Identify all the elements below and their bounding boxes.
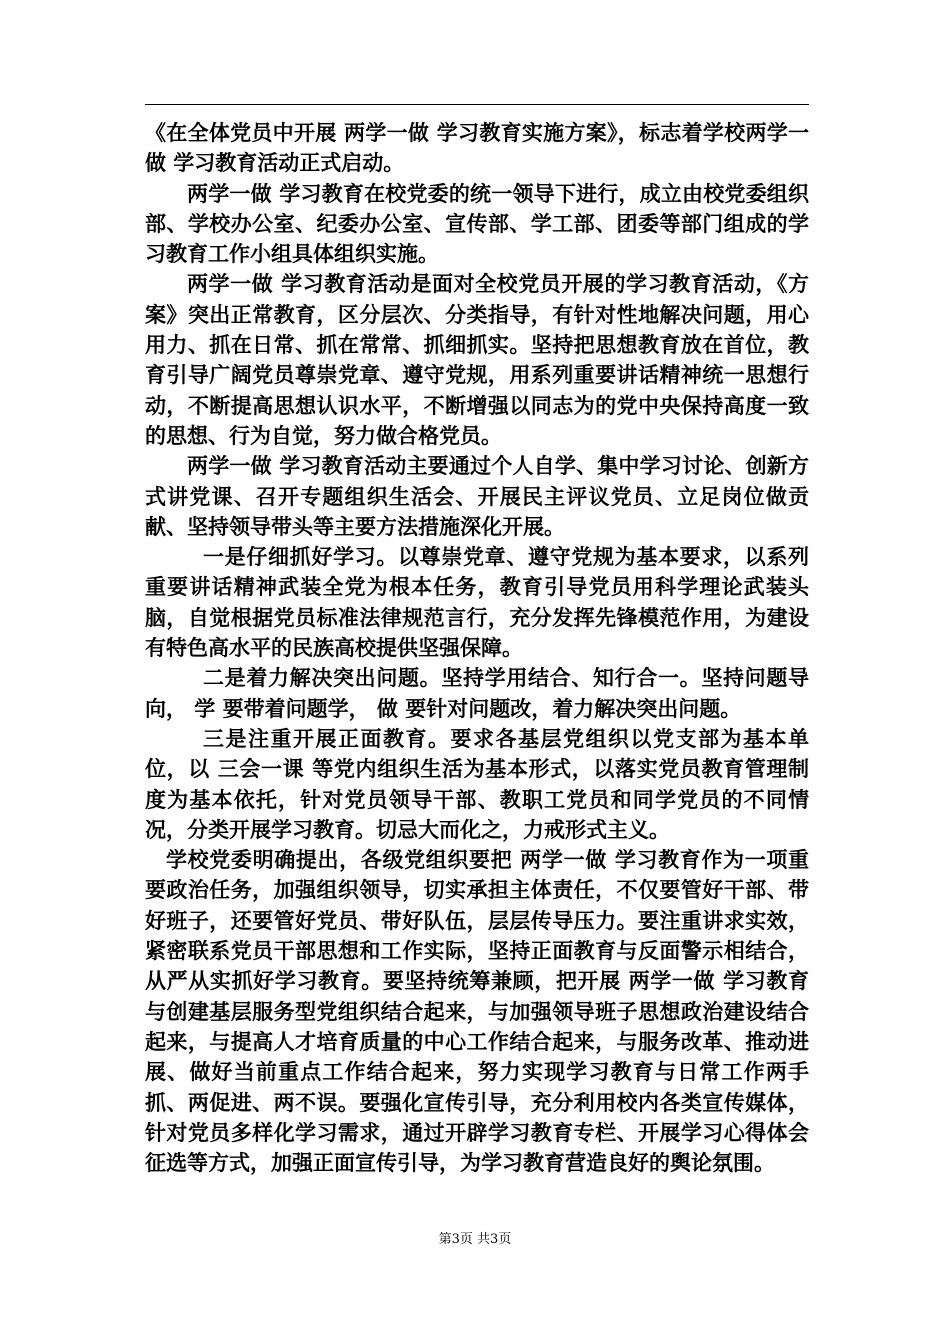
paragraph-6: 二是着力解决突出问题。坚持学用结合、知行合一。坚持问题导向， 学 要带着问题学， 做 要针对问题改，着力解决突出问题。 xyxy=(145,666,809,721)
paragraph-1: 《在全体党员中开展 两学一做 学习教育实施方案》，标志着学校两学一做 学习教育活动正式启动。 xyxy=(145,121,809,176)
paragraph-7: 三是注重开展正面教育。要求各基层党组织以党支部为基本单位，以 三会一课 等党内组织生活为基本形式，以落实党员教育管理制度为基本依托，针对党员领导干部、教职工党员和同学党员的不同情况，分类开展学习教育。切忌大而化之，力戒形式主义。 xyxy=(145,726,809,842)
paragraph-4: 两学一做 学习教育活动主要通过个人自学、集中学习讨论、创新方式讲党课、召开专题组织生活会、开展民主评议党员、立足岗位做贡献、坚持领导带头等主要方法措施深化开展。 xyxy=(145,454,809,539)
page-number-footer: 第3页 共3页 xyxy=(438,1232,512,1247)
paragraph-3: 两学一做 学习教育活动是面对全校党员开展的学习教育活动，《方案》突出正常教育，区分层次、分类指导，有针对性地解决问题，用心用力、抓在日常、抓在常常、抓细抓实。坚持把思想教育放在首位，教育引导广阔党员尊崇党章、遵守党规，用系列重要讲话精神统一思想行动，不断提高思想认识水平，不断增强以同志为的党中央保持高度一致的思想、行为自觉，努力做合格党员。 xyxy=(145,272,809,448)
header-rule xyxy=(145,104,809,105)
paragraph-2: 两学一做 学习教育在校党委的统一领导下进行，成立由校党委组织部、学校办公室、纪委办公室、宣传部、学工部、团委等部门组成的学习教育工作小组具体组织实施。 xyxy=(145,181,809,267)
document-body xyxy=(145,118,809,1178)
paragraph-5: 一是仔细抓好学习。以尊崇党章、遵守党规为基本要求，以系列重要讲话精神武装全党为根本任务，教育引导党员用科学理论武装头脑，自觉根据党员标准法律规范言行，充分发挥先锋模范作用，为建设有特色高水平的民族高校提供坚强保障。 xyxy=(145,545,809,661)
paragraph-8: 学校党委明确提出，各级党组织要把 两学一做 学习教育作为一项重要政治任务，加强组织领导，切实承担主体责任，不仅要管好干部、带好班子，还要管好党员、带好队伍，层层传导压力。要注重讲求实效，紧密联系党员干部思想和工作实际，坚持正面教育与反面警示相结合，从严从实抓好学习教育。要坚持统筹兼顾，把开展 两学一做 学习教育与创建基层服务型党组织结合起来，与加强领导班子思想政治建设结合起来，与提高人才培育质量的中心工作结合起来，与服务改革、推动进展、做好当前重点工作结合起来，努力实现学习教育与日常工作两手抓、两促进、两不误。要强化宣传引导，充分利用校内各类宣传媒体，针对党员多样化学习需求，通过开辟学习教育专栏、开展学习心得体会征选等方式，加强正面宣传引导，为学习教育营造良好的舆论氛围。 xyxy=(145,848,809,1176)
